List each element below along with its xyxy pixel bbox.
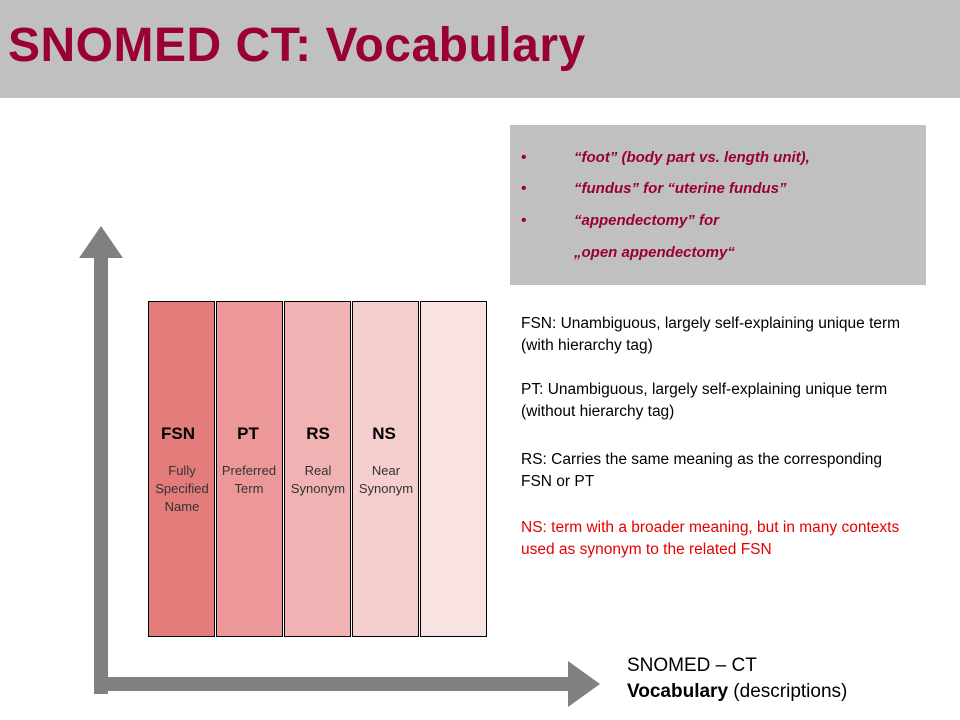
column-sub-rs: Real Synonym — [290, 463, 346, 496]
page-title: SNOMED CT: Vocabulary — [8, 19, 586, 72]
title-bar — [0, 0, 960, 98]
example-text: “appendectomy” for — [574, 212, 720, 229]
description-ns: NS: term with a broader meaning, but in many contexts used as synonym to the related FSN — [521, 519, 900, 558]
example-text: “foot” (body part vs. length unit), — [574, 149, 810, 166]
column-sub-pt: Preferred Term — [221, 463, 277, 496]
examples-box — [510, 125, 926, 285]
axis-label-bold: Vocabulary — [627, 681, 729, 702]
column-sub-fsn: Fully Specified Name — [155, 463, 209, 514]
column-label-ns: NS — [372, 424, 396, 443]
example-text: „open appendectomy“ — [574, 244, 735, 261]
bullet-icon: • — [521, 212, 527, 229]
column-label-fsn: FSN — [161, 424, 195, 443]
axis-label-line1: SNOMED – CT — [627, 655, 757, 676]
column-sub-ns: Near Synonym — [358, 463, 414, 496]
column-label-rs: RS — [306, 424, 330, 443]
x-axis-label — [627, 653, 847, 705]
description-pt: PT: Unambiguous, largely self-explaining unique term (without hierarchy tag) — [521, 381, 888, 420]
x-axis-arrowhead — [568, 661, 600, 707]
description-rs: RS: Carries the same meaning as the corresponding FSN or PT — [521, 451, 882, 490]
example-text: “fundus” for “uterine fundus” — [574, 180, 787, 197]
column-empty — [420, 301, 487, 637]
column-label-pt: PT — [237, 424, 259, 443]
description-fsn: FSN: Unambiguous, largely self-explaining unique term (with hierarchy tag) — [521, 315, 901, 354]
axis-label-line2 — [627, 679, 847, 705]
y-axis-arrow — [94, 250, 108, 694]
bullet-icon: • — [521, 149, 527, 166]
bullet-icon: • — [521, 180, 527, 197]
x-axis-arrow — [94, 677, 572, 691]
axis-label-rest: (descriptions) — [728, 681, 848, 702]
